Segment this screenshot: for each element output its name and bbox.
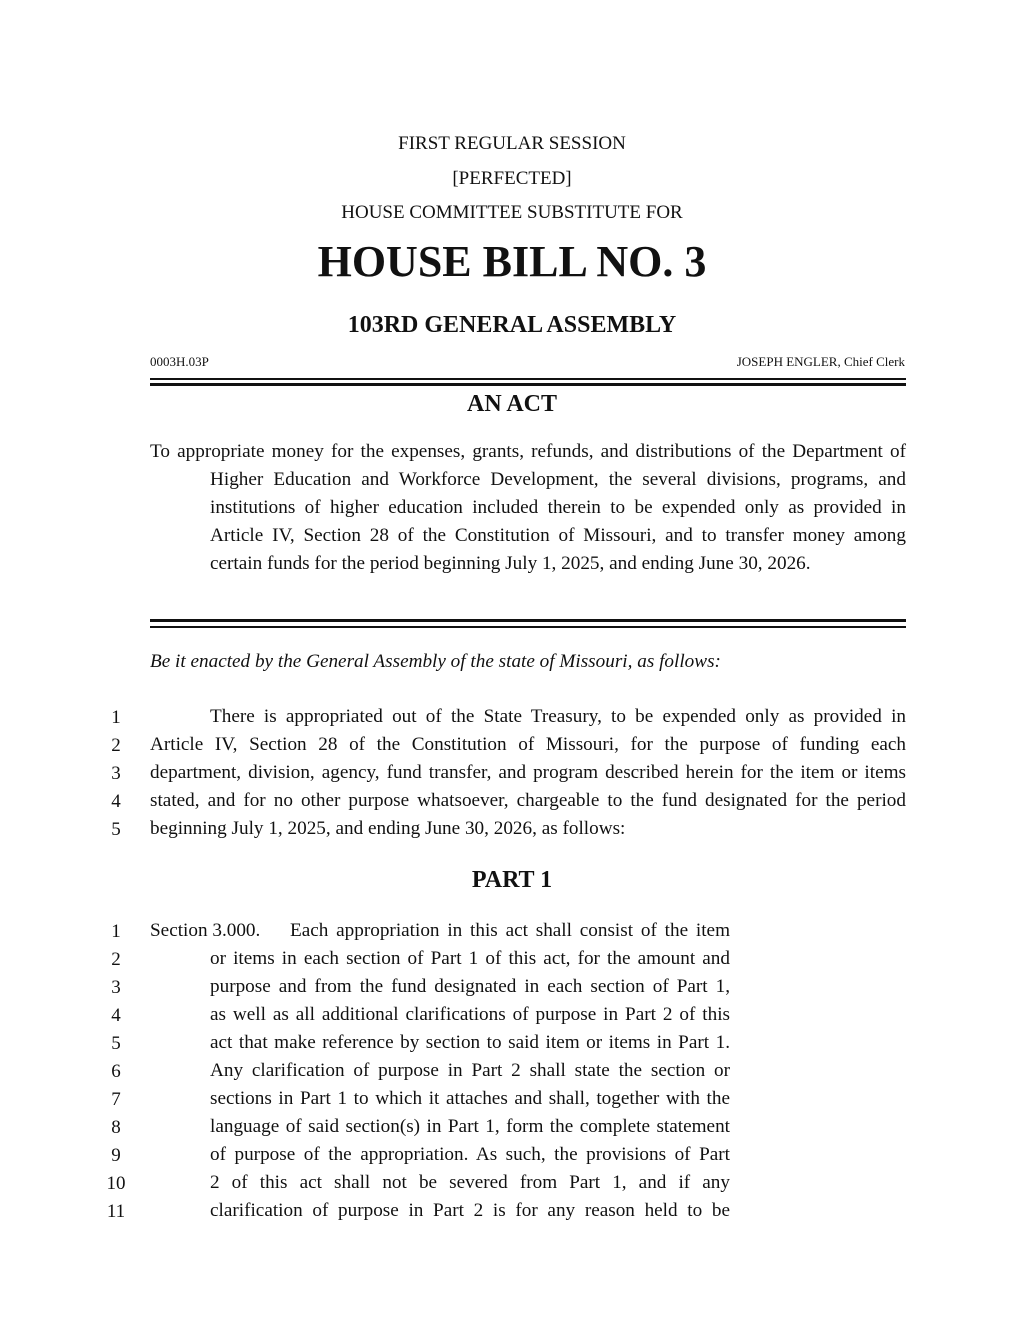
line-number: 2 xyxy=(111,735,121,756)
substitute-heading: HOUSE COMMITTEE SUBSTITUTE FOR xyxy=(341,202,683,223)
line-number: 5 xyxy=(111,1033,121,1054)
line-number: 7 xyxy=(111,1089,121,1110)
line-number: 3 xyxy=(111,977,121,998)
bottom-rule-thick xyxy=(150,619,906,622)
intro-line: There is appropriated out of the State Treasury, to be expended only as provided in xyxy=(210,706,906,727)
line-number: 9 xyxy=(111,1145,121,1166)
intro-line: beginning July 1, 2025, and ending June 30, 2026, as follows: xyxy=(150,818,626,839)
section-line: of purpose of the appropriation. As such, the provisions of Part xyxy=(210,1144,730,1165)
line-number: 3 xyxy=(111,763,121,784)
line-number: 6 xyxy=(111,1061,121,1082)
top-rule-thick xyxy=(150,383,906,386)
line-number: 8 xyxy=(111,1117,121,1138)
section-label: Section 3.000. xyxy=(150,920,261,941)
act-title-line: certain funds for the period beginning July 1, 2025, and ending June 30, 2026. xyxy=(210,553,811,574)
intro-line: Article IV, Section 28 of the Constitution of Missouri, for the purpose of funding each xyxy=(150,734,906,755)
intro-line: department, division, agency, fund transfer, and program described herein for the item or items xyxy=(150,762,906,783)
section-line: act that make reference by section to said item or items in Part 1. xyxy=(210,1032,730,1053)
section-line: purpose and from the fund designated in each section of Part 1, xyxy=(210,976,730,997)
enacting-clause: Be it enacted by the General Assembly of the state of Missouri, as follows: xyxy=(150,651,721,672)
line-number: 1 xyxy=(111,921,121,942)
section-line: Each appropriation in this act shall consist of the item xyxy=(290,920,730,941)
section-line: or items in each section of Part 1 of this act, for the amount and xyxy=(210,948,730,969)
session-heading: FIRST REGULAR SESSION xyxy=(398,133,626,154)
section-line: sections in Part 1 to which it attaches and shall, together with the xyxy=(210,1088,730,1109)
section-line: 2 of this act shall not be severed from Part 1, and if any xyxy=(210,1172,730,1193)
act-title-line: To appropriate money for the expenses, grants, refunds, and distributions of the Department of xyxy=(150,441,906,462)
status-heading: [PERFECTED] xyxy=(452,168,572,189)
line-number: 4 xyxy=(111,1005,121,1026)
part-heading: PART 1 xyxy=(471,867,553,893)
line-number: 11 xyxy=(106,1201,126,1222)
bill-title: HOUSE BILL NO. 3 xyxy=(317,237,707,286)
line-number: 1 xyxy=(111,707,121,728)
section-line: Any clarification of purpose in Part 2 shall state the section or xyxy=(210,1060,730,1081)
act-title-line: Higher Education and Workforce Development, the several divisions, programs, and xyxy=(210,469,906,490)
line-number: 5 xyxy=(111,819,121,840)
act-heading: AN ACT xyxy=(466,391,557,417)
assembly-heading: 103RD GENERAL ASSEMBLY xyxy=(347,312,677,338)
line-number: 4 xyxy=(111,791,121,812)
bottom-rule-thin xyxy=(150,626,906,628)
top-rule-thin xyxy=(150,378,906,380)
intro-line: stated, and for no other purpose whatsoever, chargeable to the fund designated for the period xyxy=(150,790,906,811)
section-line: language of said section(s) in Part 1, form the complete statement xyxy=(210,1116,730,1137)
bill-code: 0003H.03P xyxy=(150,354,209,369)
act-title-line: institutions of higher education included therein to be expended only as provided in xyxy=(210,497,906,518)
line-number: 2 xyxy=(111,949,121,970)
line-number: 10 xyxy=(106,1173,126,1194)
section-line: as well as all additional clarifications of purpose in Part 2 of this xyxy=(210,1004,730,1025)
section-line: clarification of purpose in Part 2 is for any reason held to be xyxy=(210,1200,730,1221)
chief-clerk: JOSEPH ENGLER, Chief Clerk xyxy=(736,354,905,369)
act-title-line: Article IV, Section 28 of the Constitution of Missouri, and to transfer money among xyxy=(210,525,906,546)
